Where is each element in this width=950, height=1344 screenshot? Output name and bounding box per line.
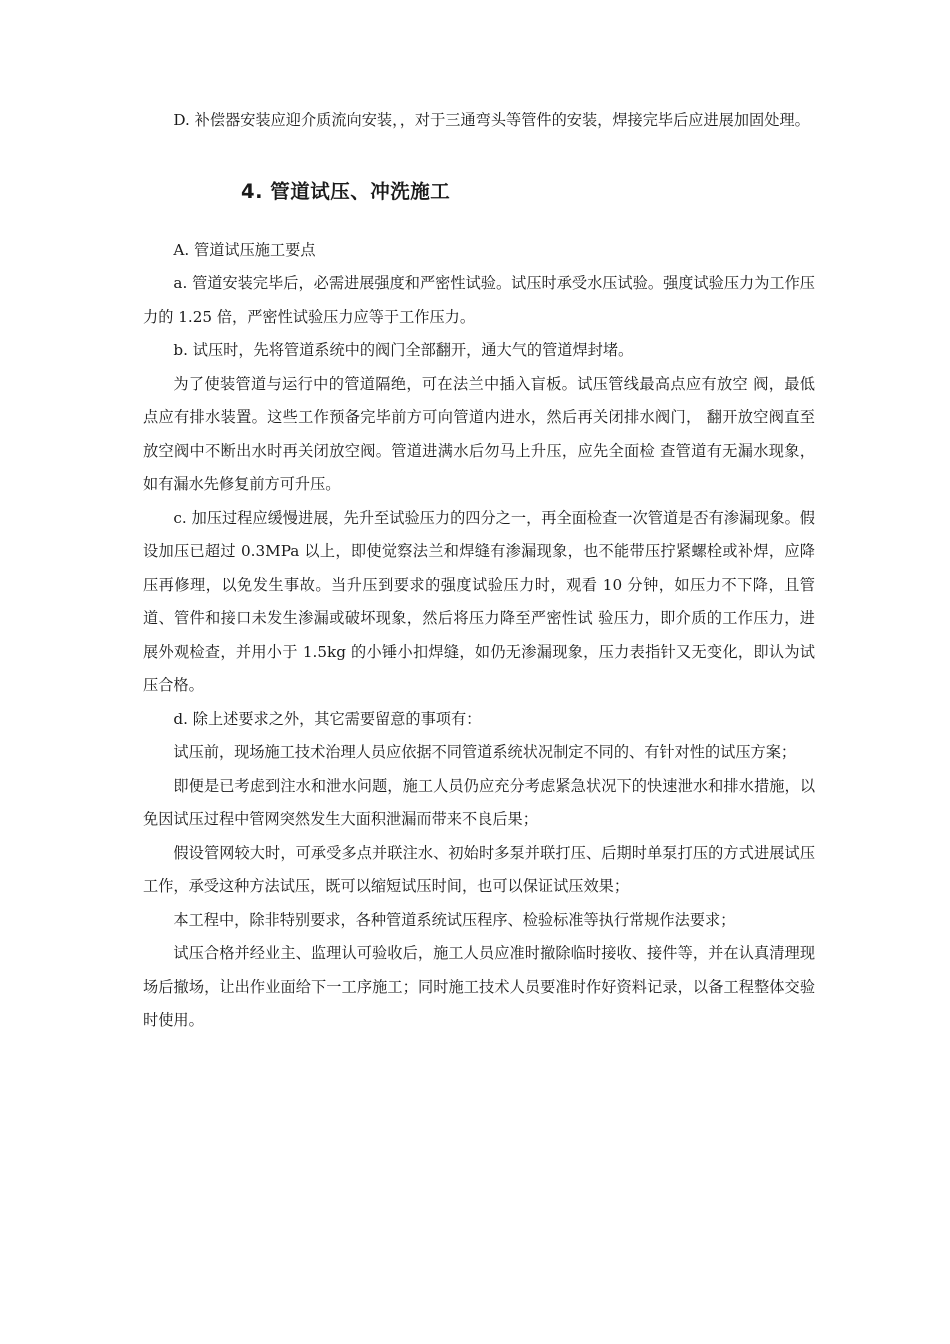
paragraph-test-key-points: A. 管道试压施工要点: [173, 240, 316, 259]
section-heading: 4. 管道试压、冲洗施工: [241, 179, 451, 203]
paragraph-other-notes-intro: d. 除上述要求之外，其它需要留意的事项有：: [173, 709, 482, 728]
paragraph-post-test-cleanup: 试压合格并经业主、监理认可验收后，施工人员应准时撤除临时接收、接件等，并在认真清理现场后撤场，让出作业面给下一工序施工；同时施工技术人员要准时作好资料记录，以备工程整体交验时使用。: [143, 944, 815, 1029]
paragraph-pressurization-process: c. 加压过程应缓慢进展，先升至试验压力的四分之一，再全面检查一次管道是否有渗漏现象。假设加压已超过 0.3MPa 以上，即使觉察法兰和焊缝有渗漏现象，也不能带压拧紧螺栓或补焊，应降压再修理，以免发生事故。当升压到要求的强度试验压力时，观看 10 分钟，如压力不下降，且管道、管件和接口未发生渗漏或破坏现象，然后将压力降至严密性试 验压力，即介质的工作压力，进展外观检查，并用小于 1.5kg 的小锤小扣焊缝，如仍无渗漏现象，压力表指针又无变化，即认为试压合格。: [143, 508, 815, 694]
paragraph-isolation-blind-plate: 为了使装管道与运行中的管道隔绝，可在法兰中插入盲板。试压管线最高点应有放空 阀，最低点应有排水装置。这些工作预备完毕前方可向管道内进水，然后再关闭排水阀门， 翻开放空阀直至放空阀中不断出水时再关闭放空阀。管道进满水后勿马上升压，应先全面检 查管道有无漏水现象，如有漏水先修复前方可升压。: [143, 374, 815, 493]
paragraph-test-plan: 试压前，现场施工技术治理人员应依据不同管道系统状况制定不同的、有针对性的试压方案；: [173, 743, 797, 761]
paragraph-compensator-install: D. 补偿器安装应迎介质流向安装，，对于三通弯头等管件的安装，焊接完毕后应进展加固处理。: [173, 111, 810, 129]
paragraph-large-network-method: 假设管网较大时，可承受多点并联注水、初始时多泵并联打压、后期时单泵打压的方式进展试压工作，承受这种方法试压，既可以缩短试压时间，也可以保证试压效果；: [143, 843, 815, 895]
paragraph-strength-tightness-test: a. 管道安装完毕后，必需进展强度和严密性试验。试压时承受水压试验。强度试验压力为工作压力的 1.25 倍，严密性试验压力应等于工作压力。: [143, 274, 815, 326]
paragraph-emergency-drainage: 即便是已考虑到注水和泄水问题，施工人员仍应充分考虑紧急状况下的快速泄水和排水措施，以免因试压过程中管网突然发生大面积泄漏而带来不良后果；: [143, 776, 815, 828]
paragraph-open-valves: b. 试压时，先将管道系统中的阀门全部翻开，通大气的管道焊封堵。: [173, 341, 634, 359]
document-body: [143, 104, 815, 1038]
paragraph-standard-procedures: 本工程中，除非特别要求，各种管道系统试压程序、检验标准等执行常规作法要求；: [173, 910, 736, 929]
